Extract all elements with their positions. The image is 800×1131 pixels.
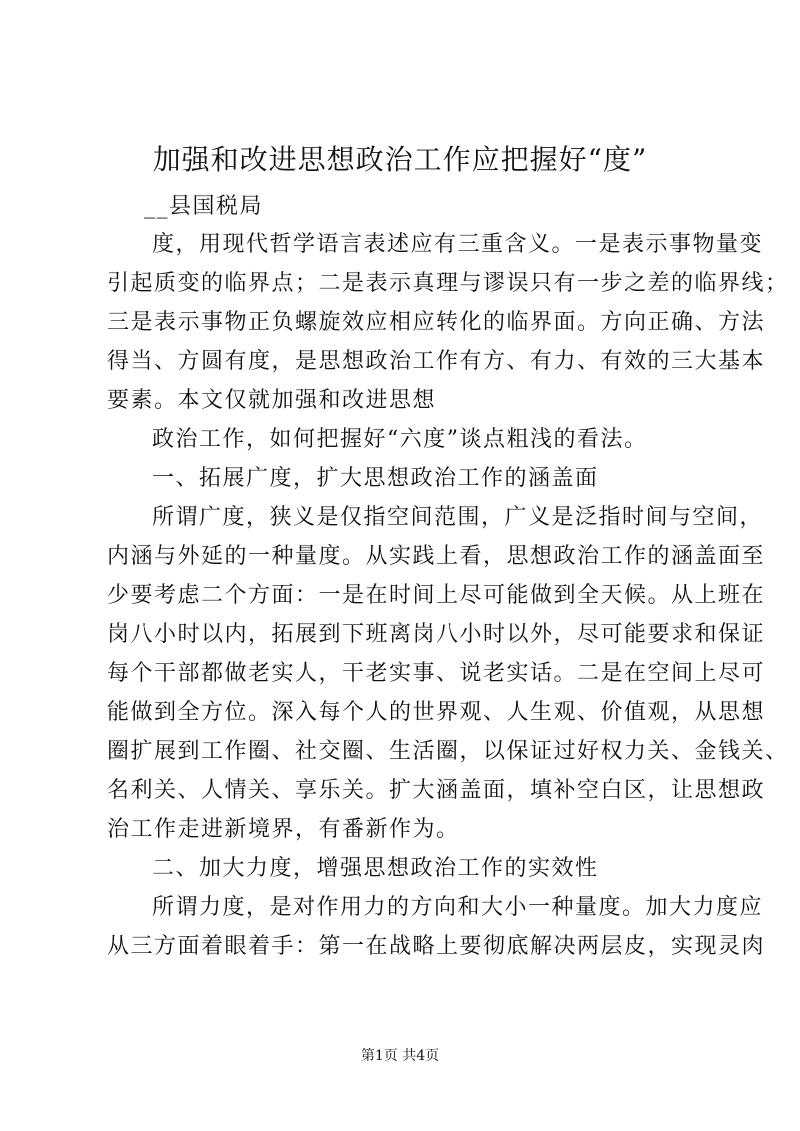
page-number-footer: 第1页 共4页 xyxy=(360,1048,440,1064)
paragraph-line: 三是表示事物正负螺旋效应相应转化的临界面。方向正确、方法 xyxy=(107,310,766,335)
paragraph-line: 能做到全方位。深入每个人的世界观、人生观、价值观，从思想 xyxy=(107,700,766,725)
document-title: 加强和改进思想政治工作应把握好“度” xyxy=(152,143,648,176)
section-heading: 一、拓展广度，扩大思想政治工作的涵盖面 xyxy=(152,466,599,491)
paragraph-line: 所谓广度，狭义是仅指空间范围，广义是泛指时间与空间， xyxy=(152,505,764,530)
paragraph-line: 从三方面着眼着手：第一在战略上要彻底解决两层皮，实现灵肉 xyxy=(107,934,766,959)
paragraph-line: 所谓力度，是对作用力的方向和大小一种量度。加大力度应 xyxy=(152,895,764,920)
paragraph-line: 名利关、人情关、享乐关。扩大涵盖面，填补空白区，让思想政 xyxy=(107,778,766,803)
paragraph-line: 圈扩展到工作圈、社交圈、生活圈，以保证过好权力关、金钱关、 xyxy=(107,739,789,764)
paragraph-line: 度，用现代哲学语言表述应有三重含义。一是表示事物量变 xyxy=(152,232,764,257)
paragraph-line: 要素。本文仅就加强和改进思想 xyxy=(107,388,437,413)
section-heading: 二、加大力度，增强思想政治工作的实效性 xyxy=(152,856,599,881)
author-line: __县国税局 xyxy=(144,194,264,219)
paragraph-line: 内涵与外延的一种量度。从实践上看，思想政治工作的涵盖面至 xyxy=(107,544,766,569)
paragraph-line: 每个干部都做老实人，干老实事、说老实话。二是在空间上尽可 xyxy=(107,661,766,686)
paragraph-line: 少要考虑二个方面：一是在时间上尽可能做到全天候。从上班在 xyxy=(107,583,766,608)
paragraph-line: 得当、方圆有度，是思想政治工作有方、有力、有效的三大基本 xyxy=(107,349,766,374)
paragraph-line: 岗八小时以内，拓展到下班离岗八小时以外，尽可能要求和保证 xyxy=(107,622,766,647)
paragraph-line: 治工作走进新境界，有番新作为。 xyxy=(107,817,460,842)
paragraph-line: 政治工作，如何把握好“六度”谈点粗浅的看法。 xyxy=(152,427,648,452)
paragraph-line: 引起质变的临界点；二是表示真理与谬误只有一步之差的临界线； xyxy=(107,271,789,296)
